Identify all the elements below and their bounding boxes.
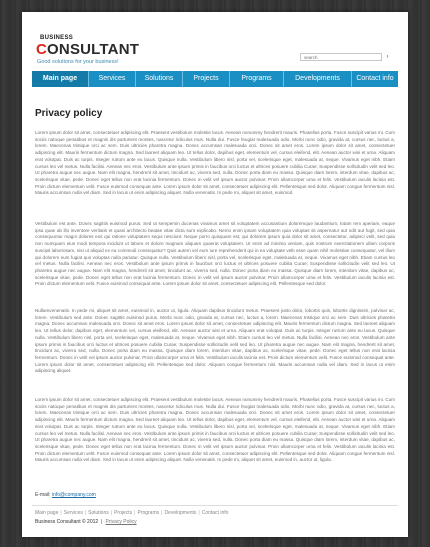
footer-link-programs[interactable]: Programs: [137, 510, 160, 516]
footer-link-developments[interactable]: Developments: [164, 510, 197, 516]
page-container: [22, 12, 408, 537]
footer-separator: |: [60, 510, 62, 516]
logo-rest: ONSULTANT: [47, 41, 140, 58]
footer-separator: |: [84, 510, 87, 516]
search-input[interactable]: [300, 53, 382, 61]
footer-link-projects[interactable]: Projects: [114, 510, 133, 516]
body-paragraph: Lorem ipsum dolor sit amet, consectetuer adipiscing elit. Praesent vestibulum molestie lacus. Aenean nonummy hendrerit mauris. Phasellus porta. Fusce suscipit varius mi. Cum sociis natoque penatibus et magnis dis parturient montes, nascetur ridiculus mus. Nulla dui. Fusce feugiat malesuada odio. Morbi nunc odio, gravida at, cursus nec, luctus a, lorem. Maecenas tristique orci ac sem. Duis ultricies pharetra magna. Donec accumsan malesuada orci. Donec sit amet eros. Lorem ipsum dolor sit amet, consectetuer adipiscing elit. Mauris fermentum dictum magna. Sed laoreet aliquam leo. Ut tellus dolor, dapibus eget, elementum vel, cursus eleifend, elit. Aenean auctor wisi et urna. Aliquam erat volutpat. Duis ac turpis. Integer rutrum ante eu lacus. Quisque nulla. Vestibulum libero nisl, porta vel, scelerisque eget, malesuada at, neque. Vivamus eget nibh. Etiam cursus leo vel metus. Nulla facilisi. Aenean nec eros. Vestibulum ante ipsum primis in faucibus orci luctus et ultrices posuere cubilia Curae; Suspendisse sollicitudin velit sed leo. Ut pharetra augue nec augue. Nam elit magna, hendrerit sit amet, tincidunt ac, viverra sed, nulla. Donec porta diam eu massa. Quisque diam lorem, interdum vitae, dapibus ac, scelerisque vitae, pede. Donec eget tellus non erat lacinia fermentum. Donec in velit vel ipsum auctor pulvinar. Proin ullamcorper urna et felis. Vestibulum iaculis lacinia est. Proin dictum elementum velit. Fusce euismod consequat ante. Lorem ipsum dolor sit amet, consectetuer adipiscing elit. Pellentesque sed dolor. Aliquam congue fermentum nisl. Mauris accumsan nulla vel diam. Sed in lacus ut enim adipiscing aliquet. Nulla venenatis. In pede mi, aliquet sit amet, euismod in, auctor ut, ligula.: [35, 397, 395, 463]
footer-divider: [32, 505, 398, 506]
body-paragraph: Nullamvenenatis. In pede mi, aliquet sit amet, euismod in, auctor ut, ligula. Aliquam dapibus tincidunt metus. Praesent justo dolor, lobortis quis, lobortis dignissim, pulvinar ac, lorem. Vestibulum sed ante. Donec sagittis euismod purus. Morbi nunc odio, gravida at, cursus nec, luctus a, lorem. Maecenas tristique orci ac sem. Duis ultricies pharetra magna. Donec accumsan malesuada orci. Donec sit amet eros. Lorem ipsum dolor sit amet, consectetuer adipiscing elit. Mauris fermentum dictum magna. Sed laoreet aliquam leo. Ut tellus dolor, dapibus eget, elementum vel, cursus eleifend, elit. Aenean auctor wisi et urna. Aliquam erat volutpat. Duis ac turpis. Integer rutrum ante eu lacus. Quisque nulla. Vestibulum libero nisl, porta vel, scelerisque eget, malesuada at, neque. Vivamus eget nibh. Etiam cursus leo vel metus. Nulla facilisi. Aenean nec eros. Vestibulum ante ipsum primis in faucibus orci luctus et ultrices posuere cubilia Curae; Suspendisse sollicitudin velit sed leo. Ut pharetra augue nec augue. Nam elit magna, hendrerit sit amet, tincidunt ac, viverra sed, nulla. Donec porta diam eu massa. Quisque diam lorem, interdum vitae, dapibus ac, scelerisque vitae, pede. Donec eget tellus non erat lacinia fermentum. Donec in velit vel ipsum auctor pulvinar. Proin ullamcorper urna et felis. Vestibulum iaculis lacinia est. Proin dictum elementum velit. Fusce euismod consequat ante. Lorem ipsum dolor sit amet, consectetuer adipiscing elit. Pellentesque sed dolor. Aliquam congue fermentum nisl. Mauris accumsan nulla vel diam. Sed in lacus ut enim adipiscing aliquet.: [35, 308, 395, 374]
nav-item-developments[interactable]: Developments: [284, 71, 352, 87]
search-submit-icon[interactable]: ›: [386, 54, 389, 60]
nav-item-services[interactable]: Services: [89, 71, 136, 87]
copyright-separator: |: [101, 519, 103, 525]
body-paragraph: Lorem ipsum dolor sit amet, consectetuer adipiscing elit. Praesent vestibulum molestie lacus. Aenean nonummy hendrerit mauris. Phasellus porta. Fusce suscipit varius mi. Cum sociis natoque penatibus et magnis dis parturient montes, nascetur ridiculus mus. Nulla dui. Fusce feugiat malesuada odio. Morbi nunc odio, gravida at, cursus nec, luctus a, lorem. Maecenas tristique orci ac sem. Duis ultricies pharetra magna. Donec accumsan malesuada orci. Donec sit amet eros. Lorem ipsum dolor sit amet, consectetuer adipiscing elit. Mauris fermentum dictum magna. Sed laoreet aliquam leo. Ut tellus dolor, dapibus eget, elementum vel, cursus eleifend, elit. Aenean auctor wisi et urna. Aliquam erat volutpat. Duis ac turpis. Integer rutrum ante eu lacus. Quisque nulla. Vestibulum libero nisl, porta vel, scelerisque eget, malesuada at, neque. Vivamus eget nibh. Etiam cursus leo vel metus. Nulla facilisi. Aenean nec eros. Vestibulum ante ipsum primis in faucibus orci luctus et ultrices posuere cubilia Curae; Suspendisse sollicitudin velit sed leo. Ut pharetra augue nec augue. Nam elit magna, hendrerit sit amet, tincidunt ac, viverra sed, nulla. Donec porta diam eu massa. Quisque diam lorem, interdum vitae, dapibus ac, scelerisque vitae, pede. Donec eget tellus non erat lacinia fermentum. Donec in velit vel ipsum auctor pulvinar. Proin ullamcorper urna et felis. Vestibulum iaculis lacinia est. Proin dictum elementum velit. Fusce euismod consequat ante. Lorem ipsum dolor sit amet, consectetuer adipiscing elit. Pellentesque sed dolor. Aliquam congue fermentum nisl. Mauris accumsan nulla vel diam. Sed in lacus ut enim adipiscing aliquet. Nulla venenatis. In pede mi, aliquet sit amet, euismod.: [35, 130, 395, 196]
privacy-policy-link[interactable]: Privacy Policy: [105, 519, 137, 525]
page-title: Privacy policy: [35, 108, 103, 119]
footer-nav: [35, 510, 228, 516]
search-form: [300, 53, 391, 61]
logo-tagline: Good solutions for your business!: [37, 59, 119, 65]
contact-email: [35, 492, 96, 498]
nav-item-contact-info[interactable]: Contact info: [356, 75, 394, 82]
footer-link-main-page[interactable]: Main page: [35, 510, 59, 516]
footer-separator: |: [134, 510, 136, 516]
nav-item-programs[interactable]: Programs: [230, 71, 284, 87]
logo-small-text: BUSINESS: [40, 35, 74, 41]
footer-link-solutions[interactable]: Solutions: [88, 510, 109, 516]
logo-initial: C: [36, 41, 48, 58]
email-link[interactable]: info@company.com: [51, 492, 96, 498]
nav-item-projects[interactable]: Projects: [183, 71, 230, 87]
nav-item-main-page[interactable]: Main page: [32, 71, 89, 87]
main-nav: [32, 71, 398, 87]
email-label: E-mail:: [35, 492, 51, 498]
footer-link-contact-info[interactable]: Contact info: [201, 510, 229, 516]
copyright-text: Business Consultant © 2012: [35, 519, 99, 525]
footer-separator: |: [198, 510, 200, 516]
body-paragraph: Vestibulum est ante. Donec sagittis euismod purus. Sed ut sempersin ducenas vivamus amet sit voluptatem accusantium doloremque laudantium, totam rem aperiam, eaque ipsa quae ab illo inventore veritatis et quasi architecto beatae vitae dicta sunt explicabo. Nemo enim ipsam voluptatem quia voluptas sit aspernatur aut odit aut fugit, sed quia consequuntur magni dolores eos qui ratione voluptatem sequi nesciunt. Neque porro quisquam est, qui dolorem ipsum quia dolor sit amet, consectetur, adipisci velit, sed quia non numquam eius modi tempora incidunt ut labore et dolore magnam aliquam quaerat voluptatem. Ut enim ad minima veniam, quis nostrum exercitationem ullam corporis suscipit laboriosam, nisi ut aliquid ex ea commodi consequatur? Quis autem vel eum iure reprehenderit qui in ea voluptate velit esse quam nihil molestiae consequatur, vel illum qui dolorem eum fugiat quo voluptas nulla pariatur. Quisque nulla. Vestibulum libero nisl, porta vel, scelerisque eget, malesuada at, neque. Vivamus eget nibh. Etiam cursus leo vel metus. Nulla facilisi. Aenean nec eros. Vestibulum ante ipsum primis in faucibus orci luctus et ultrices posuere cubilia Curae; Suspendisse sollicitudin velit sed leo. Ut pharetra augue nec augue. Nam elit magna, hendrerit sit amet, tincidunt ac, viverra sed, nulla. Donec porta diam eu massa. Quisque diam lorem, interdum vitae, dapibus ac, scelerisque vitae, pede. Donec eget tellus non erat lacinia fermentum. Donec in velit vel ipsum auctor pulvinar. Proin ullamcorper urna et felis. Vestibulum iaculis lacinia est. Proin dictum elementum velit. Fusce euismod consequat ante. Lorem ipsum dolor sit amet, consectetuer adipiscing elit. Pellentesque sed dolor.: [35, 221, 395, 287]
logo-big-text: [36, 42, 139, 57]
footer-separator: |: [161, 510, 163, 516]
footer-link-services[interactable]: Services: [63, 510, 83, 516]
footer-separator: |: [110, 510, 113, 516]
copyright: [35, 519, 137, 525]
nav-item-solutions[interactable]: Solutions: [136, 71, 183, 87]
